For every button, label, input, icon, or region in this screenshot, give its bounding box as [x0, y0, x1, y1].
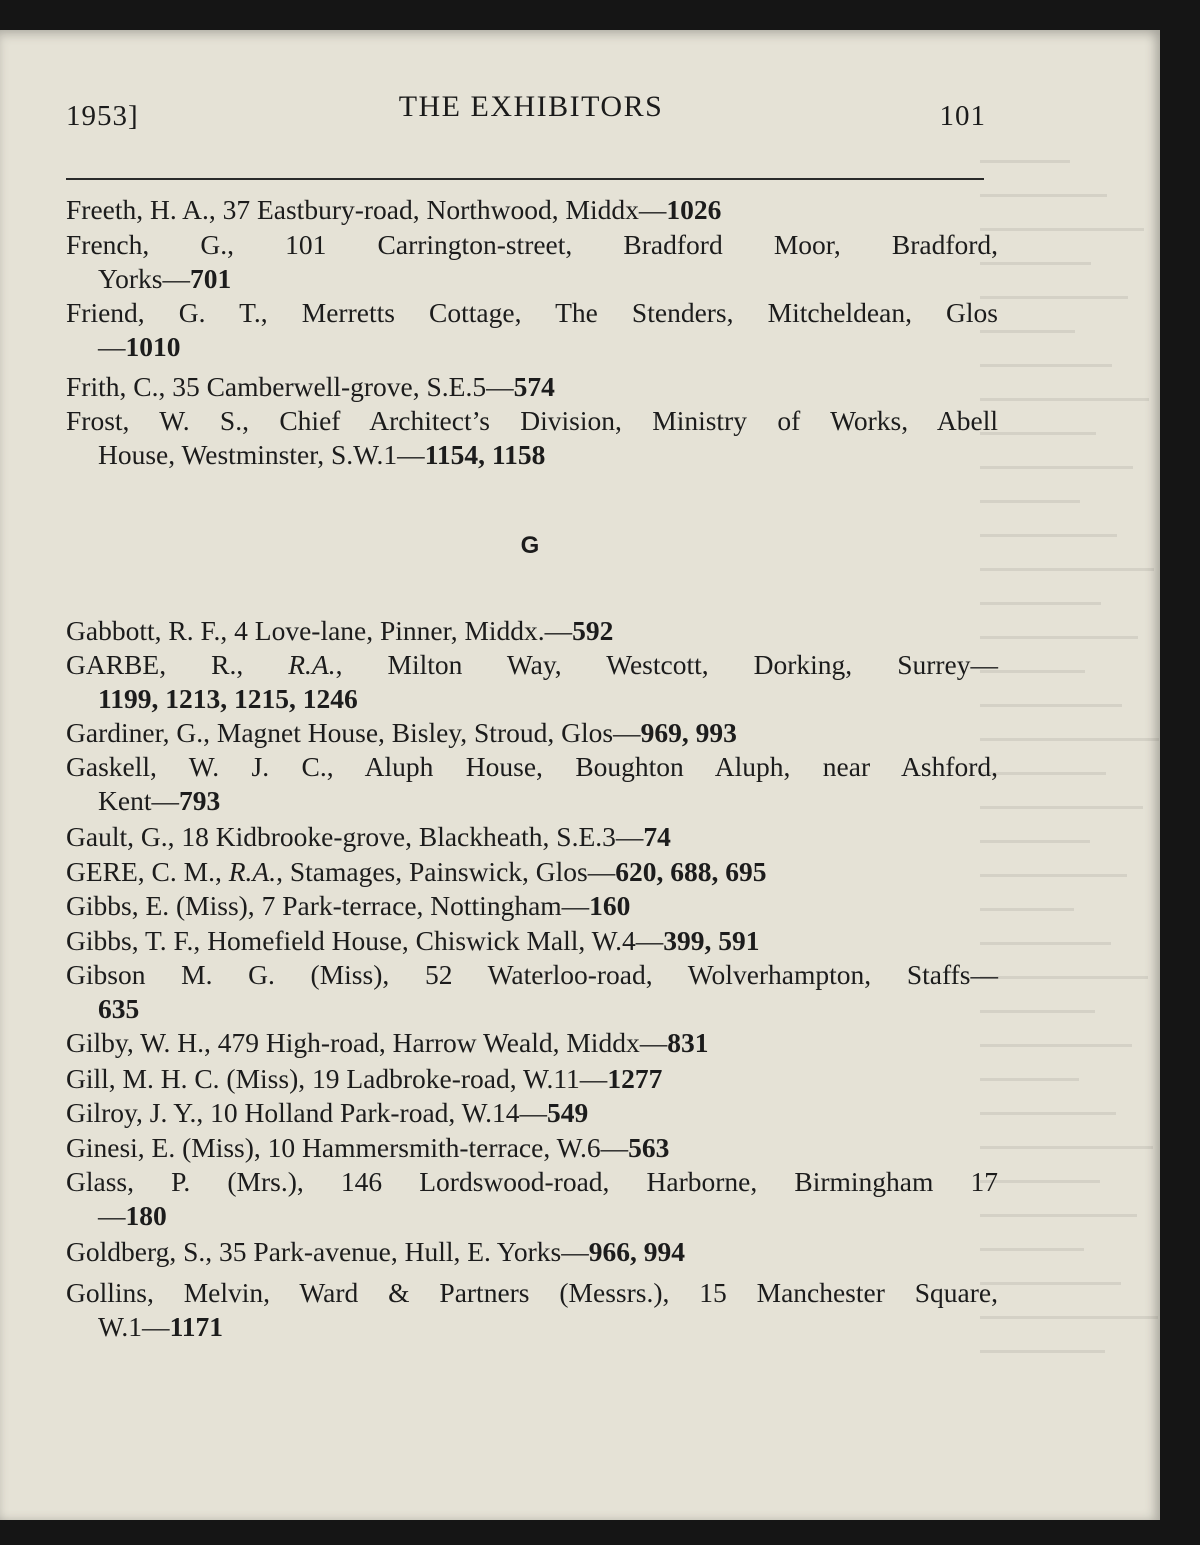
show-through-line [980, 1146, 1153, 1149]
show-through-line [980, 738, 1159, 741]
header-year: 1953] [66, 100, 139, 132]
header-rule [66, 178, 984, 180]
list-item: Frith, C., 35 Camberwell-grove, S.E.5—574 [66, 371, 555, 402]
list-item: Gibson M. G. (Miss), 52 Waterloo-road, Wolverhampton, Staffs— 635 [66, 959, 999, 1024]
show-through-line [980, 1282, 1121, 1285]
show-through-line [980, 1214, 1137, 1217]
list-item: Gabbott, R. F., 4 Love-lane, Pinner, Middx.—592 [66, 615, 614, 646]
list-item: Frost, W. S., Chief Architect’s Division, Ministry of Works, Abell House, Westminster, S.W.1—1154, 1158 [66, 405, 999, 470]
list-item: Friend, G. T., Merretts Cottage, The Stenders, Mitcheldean, Glos —1010 [66, 297, 999, 362]
show-through-line [980, 806, 1143, 809]
show-through-line [980, 772, 1106, 775]
list-item: Glass, P. (Mrs.), 146 Lordswood-road, Harborne, Birmingham 17 —180 [66, 1166, 998, 1231]
list-item: Gault, G., 18 Kidbrooke-grove, Blackheath, S.E.3—74 [66, 821, 671, 852]
show-through-line [980, 500, 1080, 503]
list-item: French, G., 101 Carrington-street, Bradford Moor, Bradford, Yorks—701 [66, 229, 999, 294]
list-item: Goldberg, S., 35 Park-avenue, Hull, E. Yorks—966, 994 [66, 1236, 685, 1267]
show-through-line [980, 942, 1111, 945]
show-through-line [980, 364, 1112, 367]
running-header [66, 88, 996, 144]
show-through-line [980, 1350, 1105, 1353]
list-item: Gaskell, W. J. C., Aluph House, Boughton Aluph, near Ashford, Kent—793 [66, 751, 999, 816]
show-through-line [980, 602, 1101, 605]
show-through-line [980, 1044, 1132, 1047]
list-item: Ginesi, E. (Miss), 10 Hammersmith-terrace, W.6—563 [66, 1132, 670, 1163]
list-item: Gill, M. H. C. (Miss), 19 Ladbroke-road, W.11—1277 [66, 1063, 663, 1094]
list-item: Freeth, H. A., 37 Eastbury-road, Northwood, Middx—1026 [66, 194, 722, 225]
list-item: Gibbs, E. (Miss), 7 Park-terrace, Nottingham—160 [66, 890, 631, 921]
show-through-line [980, 636, 1138, 639]
show-through-line [980, 296, 1128, 299]
show-through-line [980, 160, 1070, 163]
list-item: Gibbs, T. F., Homefield House, Chiswick Mall, W.4—399, 591 [66, 925, 760, 956]
list-item: Gilroy, J. Y., 10 Holland Park-road, W.14—549 [66, 1097, 589, 1128]
page-number: 101 [939, 100, 986, 132]
list-item: Gilby, W. H., 479 High-road, Harrow Weald, Middx—831 [66, 1027, 709, 1058]
show-through-text [980, 150, 1180, 1450]
show-through-line [980, 704, 1122, 707]
list-item: Gardiner, G., Magnet House, Bisley, Stroud, Glos—969, 993 [66, 717, 737, 748]
section-letter: G [520, 532, 540, 559]
show-through-line [980, 194, 1107, 197]
show-through-line [980, 976, 1148, 979]
show-through-line [980, 874, 1127, 877]
show-through-line [980, 1316, 1158, 1319]
page-title: THE EXHIBITORS [398, 90, 664, 123]
list-item: GARBE, R., R.A., Milton Way, Westcott, Dorking, Surrey— 1199, 1213, 1215, 1246 [66, 649, 999, 714]
show-through-line [980, 398, 1149, 401]
list-item: Gollins, Melvin, Ward & Partners (Messrs.), 15 Manchester Square, W.1—1171 [66, 1277, 998, 1342]
show-through-line [980, 1112, 1116, 1115]
show-through-line [980, 568, 1154, 571]
list-item: GERE, C. M., R.A., Stamages, Painswick, Glos—620, 688, 695 [66, 856, 767, 887]
show-through-line [980, 466, 1133, 469]
show-through-line [980, 1180, 1100, 1183]
show-through-line [980, 228, 1144, 231]
